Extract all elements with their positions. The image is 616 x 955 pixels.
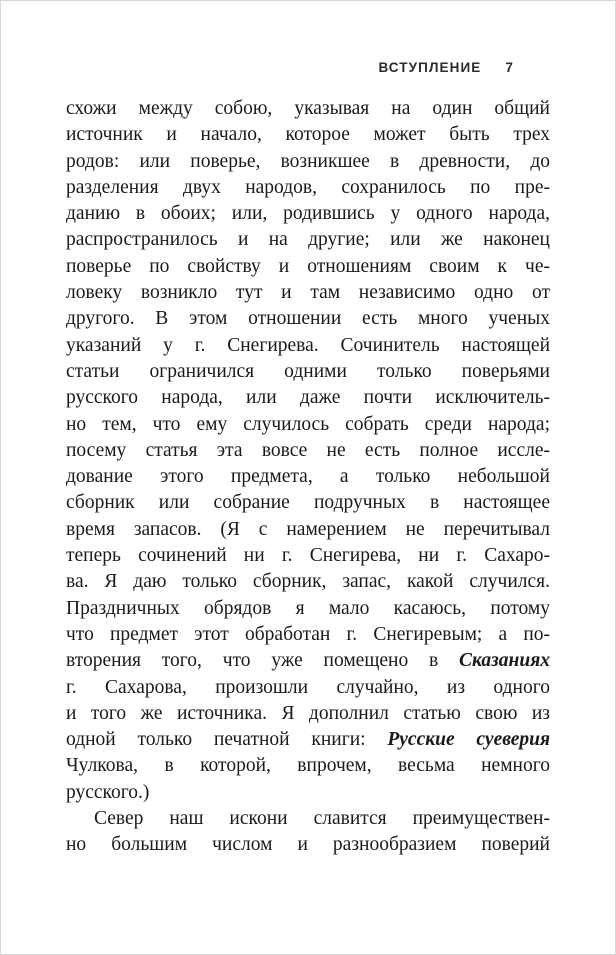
text-segment: поверье по свойству и отношениям своим к че- [66,255,550,277]
text-line [66,464,550,490]
text-line [66,753,550,779]
text-line [66,675,550,701]
text-line [66,648,550,674]
text-line [66,727,550,753]
text-segment: но большим числом и разнообразием поверий [66,834,550,856]
page-header [66,60,550,75]
page-body [66,96,550,859]
text-line [66,201,550,227]
text-segment: теперь сочинений ни г. Снегирева, ни г. Сахаро- [66,545,550,567]
text-line [66,569,550,595]
text-segment: сборник или собрание подручных в настоящее [66,492,550,514]
text-segment: время запасов. (Я с намерением не перечитывал [66,518,550,540]
text-line [66,780,550,806]
text-line [66,385,550,411]
text-line [66,122,550,148]
text-segment: что предмет этот обработан г. Снегиревым; а по- [66,623,550,645]
text-segment: разделения двух народов, сохранилось по пре- [66,176,550,198]
text-line [66,359,550,385]
text-segment: посему статья эта вовсе не есть полное иссле- [66,439,550,461]
text-line [66,254,550,280]
text-line [66,438,550,464]
text-segment: схожи между собою, указывая на один общий [66,98,550,119]
text-segment: распространилось и на другие; или же наконец [66,229,550,251]
text-segment: данию в обоих; или, родившись у одного народа, [66,203,550,225]
text-segment: другого. В этом отношении есть много ученых [66,308,550,330]
text-line [66,490,550,516]
text-segment: одной только печатной книги: [66,729,388,751]
text-line [66,543,550,569]
text-line [66,517,550,543]
text-segment: Чулкова, в которой, впрочем, весьма немного [66,755,550,777]
text-line [66,701,550,727]
text-segment: русского.) [66,781,150,803]
text-line [66,412,550,438]
text-line [66,596,550,622]
text-line [66,806,550,832]
text-segment: ва. Я даю только сборник, запас, какой случился. [66,571,550,593]
text-line [66,306,550,332]
text-line [66,96,550,122]
chapter-title: ВСТУПЛЕНИЕ [378,60,482,75]
text-line [66,622,550,648]
text-line [66,832,550,858]
emphasized-text: Русские суеверия [387,729,550,751]
text-line [66,280,550,306]
text-segment: русского народа, или даже почти исключитель- [66,387,550,409]
text-line [66,175,550,201]
text-segment: Север наш искони славится преимуществен- [94,808,550,830]
text-line [66,149,550,175]
text-segment: указаний у г. Снегирева. Сочинитель настоящей [66,334,550,356]
text-segment: статьи ограничился одними только поверьями [66,360,550,382]
text-segment: и того же источника. Я дополнил статью свою из [66,702,550,724]
text-line [66,227,550,253]
text-line [66,333,550,359]
text-segment: Праздничных обрядов я мало касаюсь, потому [66,597,550,619]
text-segment: вторения того, что уже помещено в [66,650,460,672]
text-segment: ловеку возникло тут и там независимо одно от [66,282,550,304]
text-segment: источник и начало, которое может быть трех [66,124,550,146]
text-segment: но тем, что ему случилось собрать среди народа; [66,413,550,435]
page-number: 7 [505,60,514,75]
emphasized-text: Сказаниях [459,650,550,672]
text-segment: дование этого предмета, а только небольшой [66,466,550,488]
text-segment: г. Сахарова, произошли случайно, из одного [66,676,550,698]
text-segment: родов: или поверье, возникшее в древности, до [66,150,550,172]
